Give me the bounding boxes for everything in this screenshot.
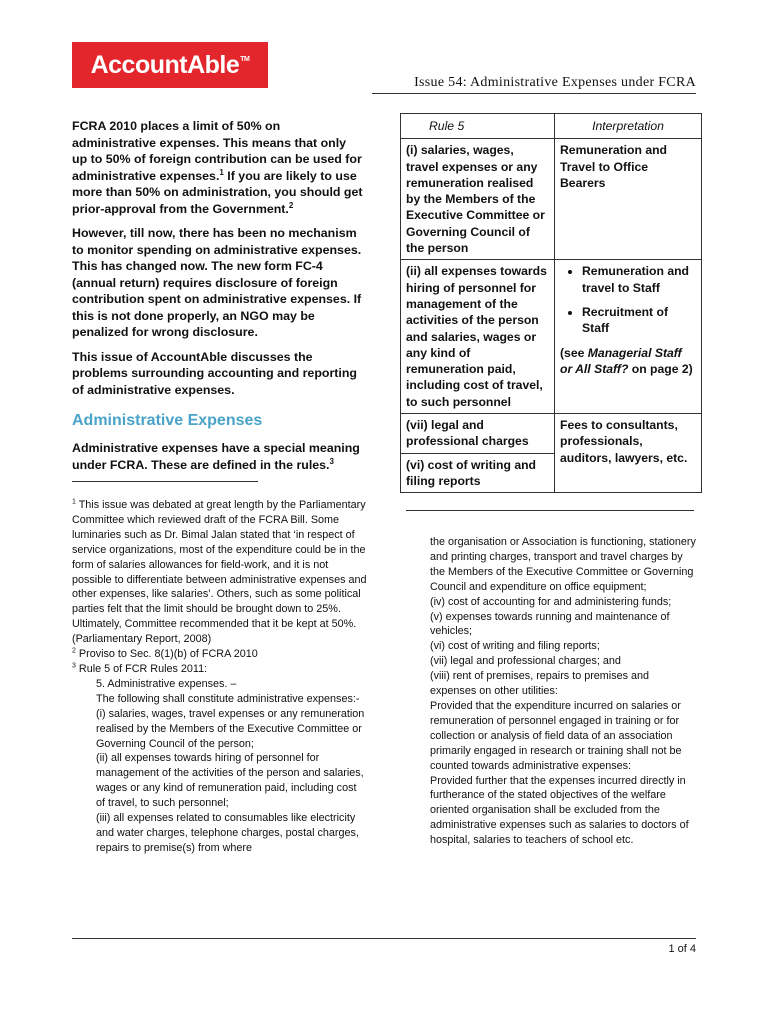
see-note-link: Managerial Staff or All Staff?	[560, 345, 682, 376]
footnote-2-number: 2	[72, 647, 76, 655]
table-row	[401, 260, 702, 414]
intro-p1-text-b: If you are likely to use more than 50% on administration, you should get prior-approval from the Government.	[72, 168, 363, 216]
footnote-2	[72, 647, 368, 662]
rule-continuation	[430, 535, 696, 848]
section-paragraph	[72, 440, 364, 473]
logo-text: AccountAble	[90, 50, 240, 79]
rule-item-i: (i) salaries, wages, travel expenses or any remuneration realised by the Members of the Executive Committee or Governing Council of the person;	[96, 707, 365, 750]
footnotes	[72, 498, 368, 856]
rule-item-ii: (ii) all expenses towards hiring of personnel for management of the activities of the person and salaries, wages or any kind of remuneration paid, including cost of travel, to such personnel;	[96, 752, 364, 810]
footnote-ref-2: 2	[288, 200, 294, 210]
continuation-line: Provided that the expenditure incurred on salaries or remuneration of personnel engaged in training or for collection or analysis of field data of an association primarily engaged in research or training shall not be counted towards administrative expenses:	[430, 699, 682, 772]
continuation-line: (viii) rent of premises, repairs to premises and expenses on other utilities:	[430, 670, 650, 698]
row2-interpretation	[555, 260, 702, 414]
footer-divider	[72, 938, 696, 939]
rule-title: 5. Administrative expenses. –	[96, 677, 237, 690]
row1-rule: (i) salaries, wages, travel expenses or any remuneration realised by the Members of the Executive Committee or Governing Council of the person	[401, 139, 555, 260]
table-divider	[406, 510, 694, 511]
footnote-1-number: 1	[72, 498, 76, 506]
footnote-1	[72, 498, 368, 647]
footnote-3	[72, 662, 368, 677]
intro-paragraph-2: However, till now, there has been no mechanism to monitor spending on administrative expenses. This has changed now. The new form FC-4 (annual return) requires disclosure of foreign contribution spent on administrative expenses. If this is not done properly, an NGO may be penalized for wrong disclosure.	[72, 226, 362, 339]
intro-p1-text-a: FCRA 2010 places a limit of 50% on administrative expenses. This means that only up to 50% of foreign contribution can be used for administrative expenses.	[72, 119, 362, 183]
intro-paragraph-3: This issue of AccountAble discusses the problems surrounding accounting and reporting of administrative expenses.	[72, 349, 357, 397]
footnote-ref-1: 1	[219, 167, 224, 177]
logo-tm: TM	[240, 55, 250, 63]
footnote-3-text: Rule 5 of FCR Rules 2011:	[75, 662, 208, 675]
table-row	[401, 414, 702, 454]
issue-title: Issue 54: Administrative Expenses under FCRA	[414, 75, 696, 90]
see-also-note	[560, 345, 696, 378]
row4-rule: (vi) cost of writing and filing reports	[401, 453, 555, 493]
col-header-rule: Rule 5	[401, 114, 555, 139]
continuation-line: (iv) cost of accounting for and administering funds;	[430, 595, 672, 608]
rule-item-iii: (iii) all expenses related to consumables like electricity and water charges, telephone charges, postal charges, repairs to premise(s) from where	[96, 812, 359, 854]
row1-interpretation: Remuneration and Travel to Office Bearers	[555, 139, 702, 260]
footnote-1-text: This issue was debated at great length by the Parliamentary Committee which reviewed draft of the FCRA Bill. Some luminaries such as Dr. Bimal Jalan stated that ‘in respect of service organizations, most of the expenditure could be in the form of salaries allowances for field-work, and it is not possible to differentiate between administrative expenses and other expenses, like salaries’. Others, such as some political parties felt that the limit should be brought down to 25%. Ultimately, Committee recommended that it be kept at 50%. (Parliamentary Report, 2008)	[72, 499, 367, 646]
intro-paragraph-1	[72, 118, 364, 217]
footnote-2-text: Proviso to Sec. 8(1)(b) of FCRA 2010	[75, 648, 258, 661]
rule-5-quote	[72, 677, 368, 856]
continuation-line: (vii) legal and professional charges; and	[430, 655, 621, 668]
row2-rule: (ii) all expenses towards hiring of personnel for management of the activities of the person and salaries, wages or any kind of remuneration paid, including cost of travel, to such personnel	[401, 260, 555, 414]
interpretation-bullet: • Recruitment of Staff	[582, 304, 696, 337]
see-note-prefix: (see	[560, 345, 588, 360]
see-note-suffix: on page 2)	[628, 361, 693, 376]
table-header-row	[401, 114, 702, 139]
row3-interpretation: Fees to consultants, professionals, auditors, lawyers, etc.	[555, 414, 702, 493]
continuation-line: the organisation or Association is functioning, stationery and printing charges, transport and travel charges by the Members of the Executive Committee or Governing Council and expenditure on office equipment;	[430, 536, 696, 593]
continuation-line: (v) expenses towards running and maintenance of vehicles;	[430, 610, 670, 638]
interpretation-list	[560, 263, 696, 336]
row3-rule: (vii) legal and professional charges	[401, 414, 555, 454]
col-header-interpretation: Interpretation	[555, 114, 702, 139]
intro-column	[72, 118, 364, 498]
continuation-line: (vi) cost of writing and filing reports;	[430, 640, 600, 653]
rule-intro: The following shall constitute administrative expenses:-	[96, 692, 360, 705]
continuation-line: Provided further that the expenses incurred directly in furtherance of the stated objectives of the welfare oriented organisation shall be excluded from the administrative expenses such as salaries to doctors of hospital, salaries to teachers of school etc.	[430, 774, 689, 847]
footnote-ref-3: 3	[329, 456, 334, 466]
footnote-3-number: 3	[72, 662, 76, 670]
page-number: 1 of 4	[668, 943, 696, 955]
accountable-logo	[72, 42, 268, 88]
table-row	[401, 139, 702, 260]
section-heading: Administrative Expenses	[72, 412, 263, 429]
section-text: Administrative expenses have a special meaning under FCRA. These are defined in the rules.	[72, 441, 360, 472]
header-divider	[372, 93, 696, 94]
rules-table	[400, 113, 702, 493]
footnote-divider	[72, 481, 258, 482]
interpretation-bullet: • Remuneration and travel to Staff	[582, 263, 696, 296]
